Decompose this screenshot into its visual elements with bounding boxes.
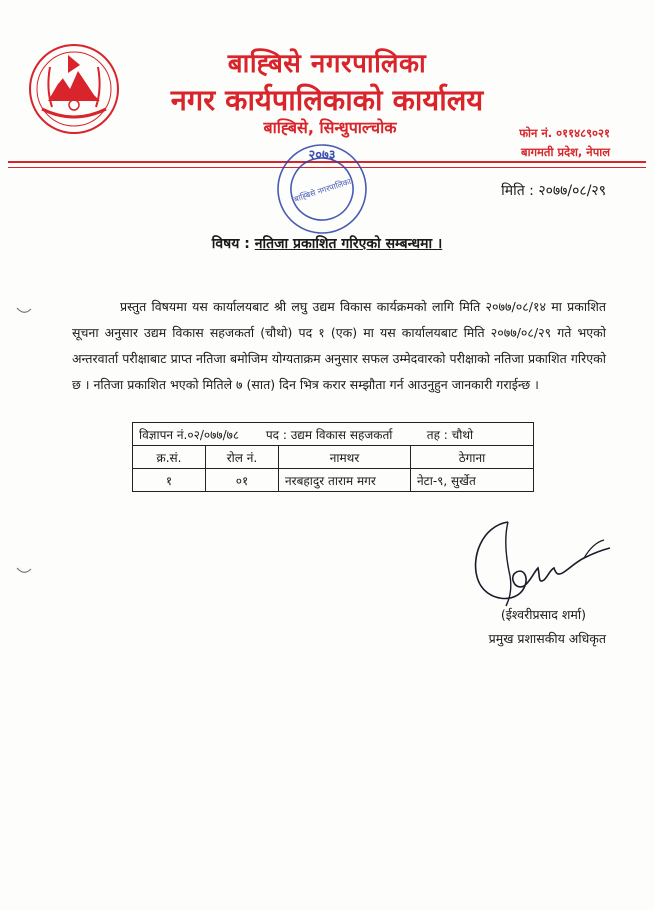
- cell-address: नेटा-९, सुर्खेत: [411, 469, 534, 492]
- office-address: बाह्बिसे, सिन्धुपाल्चोक: [263, 118, 397, 137]
- punch-mark: [16, 306, 32, 316]
- office-stamp: [270, 137, 374, 241]
- result-table: [132, 422, 534, 492]
- advert-number: विज्ञापन नं.०२/०७७/७८: [139, 427, 240, 442]
- table-caption-row: [133, 423, 534, 446]
- municipality-name: बाह्बिसे नगरपालिका: [227, 49, 427, 79]
- subject-line: [0, 234, 654, 253]
- table-caption: [133, 423, 534, 446]
- signatory-title: प्रमुख प्रशासकीय अधिकृत: [488, 631, 606, 646]
- cell-name: नरबहादुर ताराम मगर: [279, 469, 411, 492]
- province-label: बागमती प्रदेश, नेपाल: [521, 145, 610, 159]
- date-value: २०७७/०८/२९: [538, 183, 606, 199]
- stamp-year: २०७३: [308, 148, 336, 163]
- office-name: नगर कार्यपालिकाको कार्यालय: [170, 83, 484, 117]
- punch-mark: [16, 566, 32, 576]
- col-header-address: ठेगाना: [411, 446, 534, 469]
- cell-roll: ०१: [206, 469, 279, 492]
- col-header-serial: क्र.सं.: [133, 446, 206, 469]
- cell-serial: १: [133, 469, 206, 492]
- post-level: तह : चौथो: [426, 427, 474, 442]
- letter-body: प्रस्तुत विषयमा यस कार्यालयबाट श्री लघु उद्यम विकास कार्यक्रमको लागि मिति २०७७/०८/१४ मा प्रकाशित सूचना अनुसार उद्यम विकास सहजकर्ता (चौथो) पद १ (एक) मा यस कार्यालयबाट मिति २०७७/०८/२९ गते भएको अन्तरवार्ता परीक्षाबाट प्राप्त नतिजा बमोजिम योग्यताक्रम अनुसार सफल उम्मेदवारको परीक्षाको नतिजा प्रकाशित गरिएको छ । नतिजा प्रकाशित भएको मितिले ७ (सात) दिन भित्र करार सम्झौता गर्न आउनुहुन जानकारी गराईन्छ ।: [72, 299, 606, 392]
- table-header-row: [133, 446, 534, 469]
- signature-image: [464, 518, 614, 608]
- subject-label: विषय :: [211, 236, 250, 252]
- col-header-roll: रोल नं.: [206, 446, 279, 469]
- phone-number: फोन नं. ०११४८९०२१: [519, 126, 610, 140]
- signatory-name: (ईश्वरीप्रसाद शर्मा): [500, 607, 586, 622]
- col-header-name: नामथर: [279, 446, 411, 469]
- subject-value: नतिजा प्रकाशित गरिएको सम्बन्धमा ।: [254, 236, 443, 252]
- date-label: मिति :: [501, 183, 534, 199]
- post-name: पद : उद्यम विकास सहजकर्ता: [265, 427, 393, 442]
- contact-block: [519, 124, 610, 162]
- stamp-text: बाह्बिसे नगरपालिका: [292, 176, 353, 204]
- table-row: [133, 469, 534, 492]
- letter-date: [501, 181, 606, 200]
